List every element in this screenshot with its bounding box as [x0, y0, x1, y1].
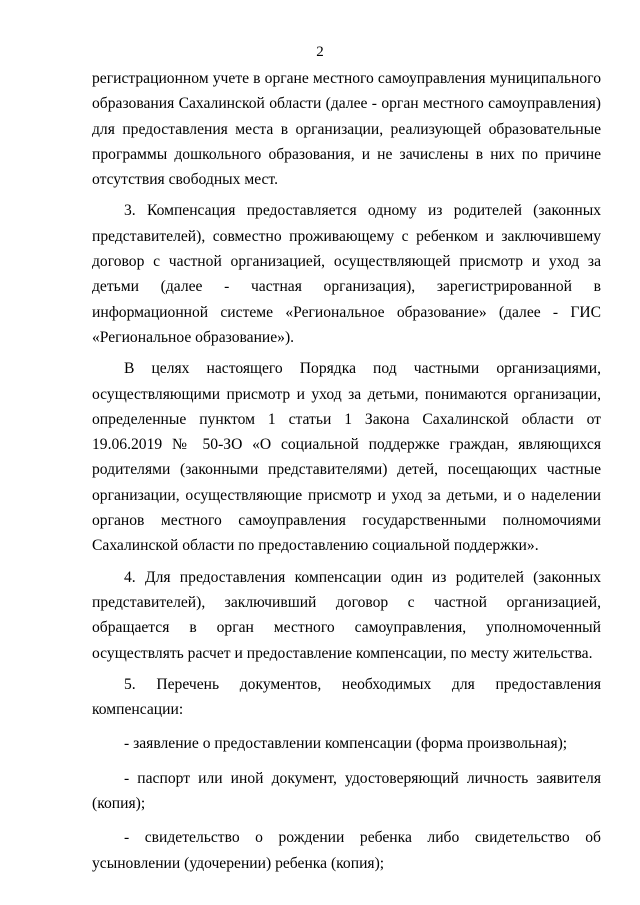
page-number: 2 [316, 44, 324, 60]
paragraph-private-organizations-definition: В целях настоящего Порядка под частными организациями, осуществляющими присмотр и уход за детьми, понимаются организации, определенные пунктом 1 статьи 1 Закона Сахалинской области от 19.06.2019 № 50-ЗО «О социальной поддержке граждан, являющихся родителями (законными представителями) детей, посещающих частные организации, осуществляющие присмотр и уход за детьми, и о наделении органов местного самоуправления государственными полномочиями Сахалинской области по предоставлению социальной поддержки». [92, 360, 601, 555]
document-body [92, 66, 601, 876]
list-item-application: - заявление о предоставлении компенсации (форма произвольная); [124, 735, 568, 753]
paragraph-continuation: регистрационном учете в органе местного самоуправления муниципального образования Сахалинской области (далее - орган местного самоуправления) для предоставления места в организации, реализующей образовательные программы дошкольного образования, и не зачислены в них по причине отсутствия свободных мест. [92, 70, 601, 189]
list-item-passport: - паспорт или иной документ, удостоверяющий личность заявителя (копия); [92, 769, 601, 813]
paragraph-item-5: 5. Перечень документов, необходимых для предоставления компенсации: [92, 675, 601, 719]
list-item-birth-certificate: - свидетельство о рождении ребенка либо свидетельство об усыновлении (удочерении) ребенка (копия); [92, 829, 601, 872]
paragraph-item-3: 3. Компенсация предоставляется одному из родителей (законных представителей), совместно проживающему с ребенком и заключившему договор с частной организацией, осуществляющей присмотр и уход за детьми (далее - частная организация), зарегистрированной в информационной системе «Региональное образование» (далее - ГИС «Региональное образование»). [92, 202, 601, 346]
paragraph-item-4: 4. Для предоставления компенсации один из родителей (законных представителей), заключивший договор с частной организацией, обращается в орган местного самоуправления, уполномоченный осуществлять расчет и предоставление компенсации, по месту жительства. [92, 568, 601, 662]
